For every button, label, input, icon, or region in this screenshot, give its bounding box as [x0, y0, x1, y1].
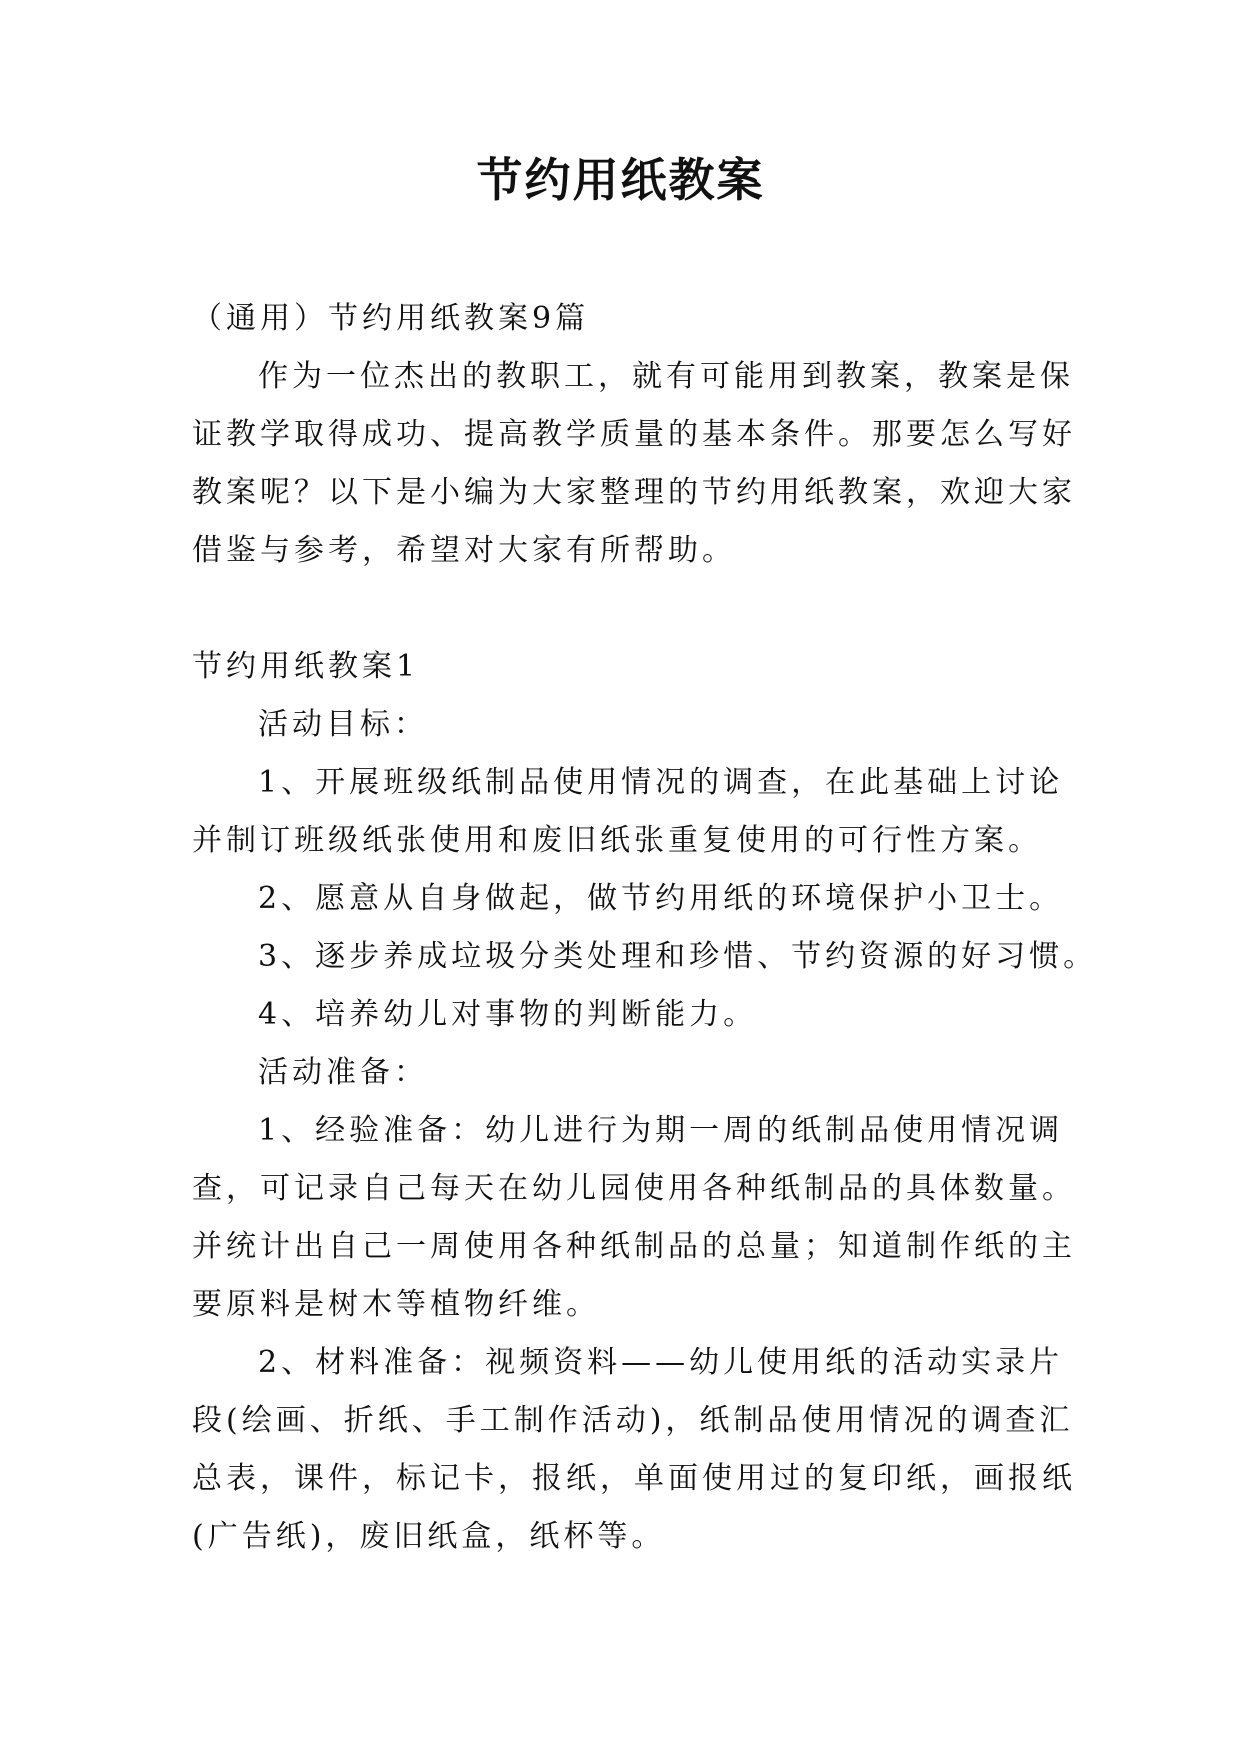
document-title: 节约用纸教案 — [476, 153, 765, 207]
goal-1-line-1: 1、开展班级纸制品使用情况的调查，在此基础上讨论 — [258, 765, 1064, 800]
intro-line-1: 作为一位杰出的教职工，就有可能用到教案，教案是保 — [258, 359, 1074, 394]
prep-1-line-2: 查，可记录自己每天在幼儿园使用各种纸制品的具体数量。 — [192, 1171, 1076, 1206]
section-heading: 节约用纸教案1 — [192, 649, 420, 684]
prep-2-line-3: 总表，课件，标记卡，报纸，单面使用过的复印纸，画报纸 — [192, 1461, 1076, 1496]
prep-2-line-1: 2、材料准备：视频资料——幼儿使用纸的活动实录片 — [258, 1345, 1064, 1380]
prep-1-line-3: 并统计出自己一周使用各种纸制品的总量；知道制作纸的主 — [192, 1229, 1076, 1264]
paragraph-gap — [192, 580, 1062, 638]
prep-heading: 活动准备： — [258, 1055, 428, 1090]
goals-heading: 活动目标： — [258, 707, 428, 742]
goal-4: 4、培养幼儿对事物的判断能力。 — [258, 997, 758, 1032]
intro-line-3: 教案呢？以下是小编为大家整理的节约用纸教案，欢迎大家 — [192, 475, 1076, 510]
intro-line-4: 借鉴与参考，希望对大家有所帮助。 — [192, 533, 736, 568]
prep-2-line-4: (广告纸)，废旧纸盒，纸杯等。 — [192, 1519, 666, 1554]
goal-3: 3、逐步养成垃圾分类处理和珍惜、节约资源的好习惯。 — [258, 939, 1098, 974]
goal-2: 2、愿意从自身做起，做节约用纸的环境保护小卫士。 — [258, 881, 1064, 916]
prep-2-line-2: 段(绘画、折纸、手工制作活动)，纸制品使用情况的调查汇 — [192, 1403, 1074, 1438]
document-subtitle: （通用）节约用纸教案9篇 — [192, 301, 590, 336]
prep-1-line-4: 要原料是树木等植物纤维。 — [192, 1287, 600, 1322]
document-body — [192, 290, 1098, 1566]
intro-line-2: 证教学取得成功、提高教学质量的基本条件。那要怎么写好 — [192, 417, 1076, 452]
goal-1-line-2: 并制订班级纸张使用和废旧纸张重复使用的可行性方案。 — [192, 823, 1042, 858]
prep-1-line-1: 1、经验准备：幼儿进行为期一周的纸制品使用情况调 — [258, 1113, 1064, 1148]
